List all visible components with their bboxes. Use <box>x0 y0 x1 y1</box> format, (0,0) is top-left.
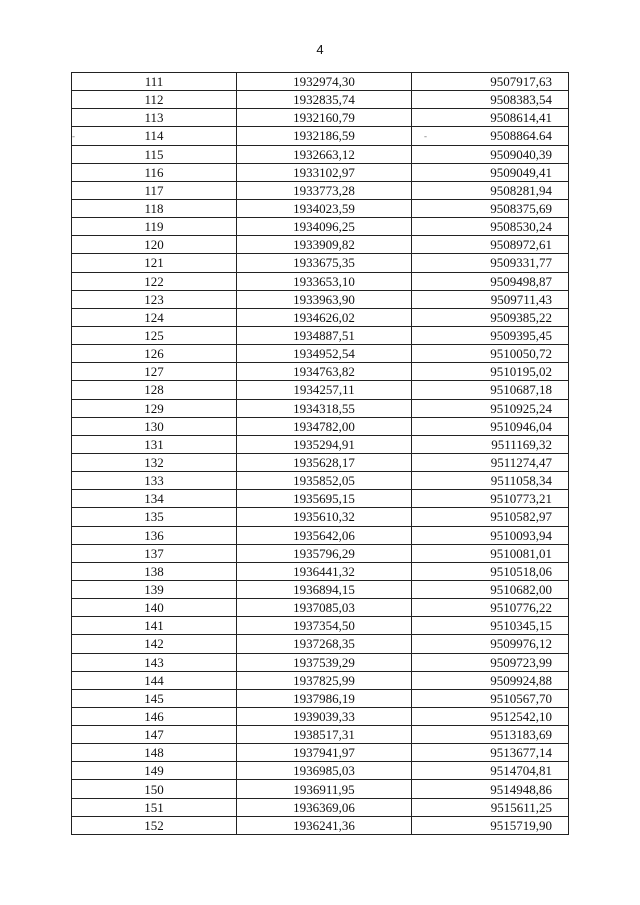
x-coordinate-cell: 1935695,15 <box>237 490 412 508</box>
coordinates-table-body <box>72 73 569 835</box>
table-row <box>72 562 569 580</box>
x-coordinate-cell: 1933102,97 <box>237 163 412 181</box>
y-coordinate-cell: 9509395,45 <box>412 326 569 344</box>
y-coordinate-cell: 9509723,99 <box>412 653 569 671</box>
y-coordinate-cell: 9509049,41 <box>412 163 569 181</box>
point-number-cell: 145 <box>72 689 237 707</box>
x-coordinate-cell: 1932186,59 <box>237 127 412 145</box>
table-row <box>72 726 569 744</box>
x-coordinate-cell: 1934782,00 <box>237 417 412 435</box>
x-coordinate-cell: 1932663,12 <box>237 145 412 163</box>
y-coordinate-cell: 9509385,22 <box>412 308 569 326</box>
y-coordinate-cell: 9510687,18 <box>412 381 569 399</box>
table-row <box>72 127 569 145</box>
table-row <box>72 272 569 290</box>
x-coordinate-cell: 1935610,32 <box>237 508 412 526</box>
x-coordinate-cell: 1937941,97 <box>237 744 412 762</box>
y-coordinate-cell: 9510946,04 <box>412 417 569 435</box>
x-coordinate-cell: 1933773,28 <box>237 181 412 199</box>
y-coordinate-cell: 9513677,14 <box>412 744 569 762</box>
y-coordinate-cell: 9507917,63 <box>412 73 569 91</box>
y-coordinate-cell: 9509040,39 <box>412 145 569 163</box>
table-row <box>72 417 569 435</box>
x-coordinate-cell: 1936369,06 <box>237 798 412 816</box>
point-number-cell: 118 <box>72 199 237 217</box>
x-coordinate-cell: 1936985,03 <box>237 762 412 780</box>
x-coordinate-cell: 1934887,51 <box>237 326 412 344</box>
table-row <box>72 508 569 526</box>
table-row <box>72 599 569 617</box>
x-coordinate-cell: 1937354,50 <box>237 617 412 635</box>
x-coordinate-cell: 1936911,95 <box>237 780 412 798</box>
point-number-cell: 146 <box>72 707 237 725</box>
point-number-cell: 136 <box>72 526 237 544</box>
point-number-cell: 132 <box>72 453 237 471</box>
table-row <box>72 617 569 635</box>
table-row <box>72 381 569 399</box>
table-row <box>72 345 569 363</box>
y-coordinate-cell: 9508972,61 <box>412 236 569 254</box>
table-row <box>72 91 569 109</box>
y-coordinate-cell: 9514704,81 <box>412 762 569 780</box>
y-coordinate-cell: 9510567,70 <box>412 689 569 707</box>
x-coordinate-cell: 1932160,79 <box>237 109 412 127</box>
point-number-cell: 125 <box>72 326 237 344</box>
point-number-cell: 113 <box>72 109 237 127</box>
point-number-cell: 122 <box>72 272 237 290</box>
point-number-cell: 115 <box>72 145 237 163</box>
table-row <box>72 544 569 562</box>
table-row <box>72 326 569 344</box>
table-row <box>72 816 569 834</box>
point-number-cell: 131 <box>72 435 237 453</box>
x-coordinate-cell: 1934626,02 <box>237 308 412 326</box>
scan-mark: - <box>72 131 75 141</box>
x-coordinate-cell: 1934318,55 <box>237 399 412 417</box>
point-number-cell: 141 <box>72 617 237 635</box>
point-number-cell: 130 <box>72 417 237 435</box>
table-row <box>72 744 569 762</box>
x-coordinate-cell: 1936241,36 <box>237 816 412 834</box>
point-number-cell: 151 <box>72 798 237 816</box>
y-coordinate-cell: 9514948,86 <box>412 780 569 798</box>
y-coordinate-cell: 9509498,87 <box>412 272 569 290</box>
x-coordinate-cell: 1936894,15 <box>237 580 412 598</box>
table-row <box>72 218 569 236</box>
x-coordinate-cell: 1933653,10 <box>237 272 412 290</box>
point-number-cell: 129 <box>72 399 237 417</box>
table-row <box>72 762 569 780</box>
x-coordinate-cell: 1937268,35 <box>237 635 412 653</box>
point-number-cell: 121 <box>72 254 237 272</box>
point-number-cell: 135 <box>72 508 237 526</box>
x-coordinate-cell: 1935796,29 <box>237 544 412 562</box>
y-coordinate-cell: 9511058,34 <box>412 472 569 490</box>
point-number-cell: 124 <box>72 308 237 326</box>
y-coordinate-cell: 9508864.64 <box>412 127 569 145</box>
table-row <box>72 798 569 816</box>
point-number-cell: 138 <box>72 562 237 580</box>
point-number-cell: 117 <box>72 181 237 199</box>
x-coordinate-cell: 1933963,90 <box>237 290 412 308</box>
y-coordinate-cell: 9509976,12 <box>412 635 569 653</box>
table-row <box>72 653 569 671</box>
table-row <box>72 163 569 181</box>
point-number-cell: 148 <box>72 744 237 762</box>
table-row <box>72 671 569 689</box>
y-coordinate-cell: 9510776,22 <box>412 599 569 617</box>
x-coordinate-cell: 1935294,91 <box>237 435 412 453</box>
x-coordinate-cell: 1934763,82 <box>237 363 412 381</box>
table-row <box>72 399 569 417</box>
y-coordinate-cell: 9509331,77 <box>412 254 569 272</box>
y-coordinate-cell: 9508530,24 <box>412 218 569 236</box>
y-coordinate-cell: 9509711,43 <box>412 290 569 308</box>
y-coordinate-cell: 9511169,32 <box>412 435 569 453</box>
table-row <box>72 109 569 127</box>
table-row <box>72 526 569 544</box>
point-number-cell: 123 <box>72 290 237 308</box>
x-coordinate-cell: 1939039,33 <box>237 707 412 725</box>
point-number-cell: 126 <box>72 345 237 363</box>
y-coordinate-cell: 9511274,47 <box>412 453 569 471</box>
x-coordinate-cell: 1935852,05 <box>237 472 412 490</box>
point-number-cell: 119 <box>72 218 237 236</box>
y-coordinate-cell: 9510195,02 <box>412 363 569 381</box>
table-row <box>72 73 569 91</box>
y-coordinate-cell: 9508383,54 <box>412 91 569 109</box>
table-row <box>72 181 569 199</box>
point-number-cell: 111 <box>72 73 237 91</box>
point-number-cell: 120 <box>72 236 237 254</box>
x-coordinate-cell: 1937539,29 <box>237 653 412 671</box>
point-number-cell: 149 <box>72 762 237 780</box>
point-number-cell: 150 <box>72 780 237 798</box>
x-coordinate-cell: 1932835,74 <box>237 91 412 109</box>
x-coordinate-cell: 1937085,03 <box>237 599 412 617</box>
table-row <box>72 308 569 326</box>
table-row <box>72 707 569 725</box>
scan-mark: - <box>424 131 427 141</box>
table-row <box>72 199 569 217</box>
y-coordinate-cell: 9510081,01 <box>412 544 569 562</box>
y-coordinate-cell: 9510518,06 <box>412 562 569 580</box>
y-coordinate-cell: 9508375,69 <box>412 199 569 217</box>
x-coordinate-cell: 1933909,82 <box>237 236 412 254</box>
y-coordinate-cell: 9512542,10 <box>412 707 569 725</box>
x-coordinate-cell: 1935642,06 <box>237 526 412 544</box>
y-coordinate-cell: 9510682,00 <box>412 580 569 598</box>
y-coordinate-cell: 9510582,97 <box>412 508 569 526</box>
x-coordinate-cell: 1934096,25 <box>237 218 412 236</box>
point-number-cell: 127 <box>72 363 237 381</box>
point-number-cell: 133 <box>72 472 237 490</box>
y-coordinate-cell: 9515611,25 <box>412 798 569 816</box>
y-coordinate-cell: 9510345,15 <box>412 617 569 635</box>
y-coordinate-cell: 9510925,24 <box>412 399 569 417</box>
table-row <box>72 145 569 163</box>
point-number-cell: 134 <box>72 490 237 508</box>
y-coordinate-cell: 9510773,21 <box>412 490 569 508</box>
point-number-cell: 137 <box>72 544 237 562</box>
table-row <box>72 580 569 598</box>
point-number-cell: 147 <box>72 726 237 744</box>
x-coordinate-cell: 1935628,17 <box>237 453 412 471</box>
x-coordinate-cell: 1933675,35 <box>237 254 412 272</box>
point-number-cell: 144 <box>72 671 237 689</box>
x-coordinate-cell: 1938517,31 <box>237 726 412 744</box>
y-coordinate-cell: 9510050,72 <box>412 345 569 363</box>
y-coordinate-cell: 9513183,69 <box>412 726 569 744</box>
x-coordinate-cell: 1932974,30 <box>237 73 412 91</box>
y-coordinate-cell: 9509924,88 <box>412 671 569 689</box>
page-number: 4 <box>316 42 324 57</box>
table-row <box>72 290 569 308</box>
table-row <box>72 363 569 381</box>
table-row <box>72 635 569 653</box>
x-coordinate-cell: 1937986,19 <box>237 689 412 707</box>
point-number-cell: 116 <box>72 163 237 181</box>
y-coordinate-cell: 9508281,94 <box>412 181 569 199</box>
point-number-cell: 112 <box>72 91 237 109</box>
y-coordinate-cell: 9508614,41 <box>412 109 569 127</box>
point-number-cell: 140 <box>72 599 237 617</box>
table-row <box>72 689 569 707</box>
point-number-cell: 128 <box>72 381 237 399</box>
point-number-cell: 152 <box>72 816 237 834</box>
table-row <box>72 472 569 490</box>
x-coordinate-cell: 1934952,54 <box>237 345 412 363</box>
point-number-cell: 143 <box>72 653 237 671</box>
table-row <box>72 453 569 471</box>
y-coordinate-cell: 9515719,90 <box>412 816 569 834</box>
point-number-cell: 142 <box>72 635 237 653</box>
x-coordinate-cell: 1934023,59 <box>237 199 412 217</box>
table-row <box>72 254 569 272</box>
x-coordinate-cell: 1934257,11 <box>237 381 412 399</box>
coordinates-table <box>71 72 569 835</box>
table-row <box>72 780 569 798</box>
x-coordinate-cell: 1937825,99 <box>237 671 412 689</box>
table-row <box>72 435 569 453</box>
point-number-cell: 139 <box>72 580 237 598</box>
table-row <box>72 490 569 508</box>
table-row <box>72 236 569 254</box>
point-number-cell: 114 <box>72 127 237 145</box>
y-coordinate-cell: 9510093,94 <box>412 526 569 544</box>
x-coordinate-cell: 1936441,32 <box>237 562 412 580</box>
